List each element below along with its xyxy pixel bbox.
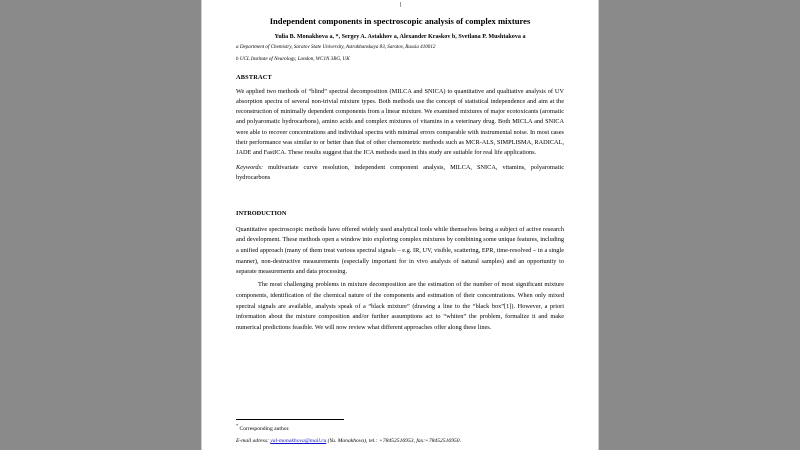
document-page <box>202 0 598 450</box>
footnote-separator <box>236 419 344 420</box>
page-top-tick-mark <box>400 2 401 7</box>
abstract-text: We applied two methods of “blind” spectral decomposition (MILCA and SNICA) to quantitative and qualitative analysis of UV absorption spectra of several non-trivial mixture types. Both methods use the concept of statistical independence and aim at the reconstruction of minimally dependent components from a linear mixture. We examined mixtures of major ecotoxicants (aromatic and polyaromatic hydrocarbons), amino acids and complex mixtures of vitamins in a veterinary drug. Both MICLA and SNICA were able to recover concentrations and individual spectra with minimal errors comparable with instrumental noise. In most cases their performance was similar to or better than that of other chemometric methods such as MCR-ALS, SIMPLISMA, RADICAL, JADE and FastICA. These results suggest that the ICA methods used in this study are suitable for real life applications. <box>236 87 564 157</box>
affiliation-2: b UCL Institute of Neurology, London, WC1N 3BG, UK <box>236 55 350 62</box>
footnote-email-line <box>236 438 461 444</box>
abstract-heading: ABSTRACT <box>236 73 272 81</box>
keywords-line <box>236 163 564 183</box>
intro-paragraph-1: Quantitative spectroscopic methods have offered widely used analytical tools while themselves being a subject of active research and development. These methods open a window into exploring complex mixtures by combining some unique features, including a unified approach (many of them treat various spectral signals – e.g. IR, UV, visible, scattering, EPR, time-resolved – in a single manner), non-destructive measurements (especially important for in vivo analysis of natural samples) and an opportunity to separate measurements and data processing. <box>236 225 564 276</box>
keywords-label: Keywords: <box>236 164 264 172</box>
footnote-marker: * <box>236 423 239 429</box>
affiliation-1: a Department of Chemistry, Saratov State University, Astrakhanskaya 83, Saratov, Russia 410012 <box>236 44 436 51</box>
introduction-body <box>236 225 564 334</box>
author-list: Yulia B. Monakhova a, *, Sergey A. Astakhov a, Alexander Kraskov b, Svetlana P. Mushtakova a <box>274 34 526 41</box>
footnote-email-label: E-mail adress: <box>236 438 271 444</box>
footnote-text: Corresponding author. <box>238 426 290 432</box>
footnote-email-link[interactable]: yul-monakhova@mail.ru <box>270 438 327 444</box>
introduction-heading: INTRODUCTION <box>236 209 287 217</box>
page-content <box>202 0 598 450</box>
intro-paragraph-2: The most challenging problems in mixture decomposition are the estimation of the number of most significant mixture components, identification of the chemical nature of the components and estimation of their concentrations. When only mixed spectral signals are available, analysts speak of a “black mixture” (drawing a line to the “black box”[1]). However, a priori information about the mixture composition and/or further assumptions act to “whiten” the problem, formalize it and make numerical predictions feasible. We will now review what different approaches offer along these lines. <box>236 281 564 331</box>
page-title: Independent components in spectroscopic analysis of complex mixtures <box>269 16 531 26</box>
footnote-corresponding-author <box>236 423 290 432</box>
keywords-text: multivariate curve resolution, independent component analysis, MILCA, SNICA, vitamins, polyaromatic hydrocarbons <box>236 164 564 182</box>
footnote-email-tail: (Yu. Monakhova), tel.: +78452516953, fax:+78452516950. <box>326 438 461 444</box>
